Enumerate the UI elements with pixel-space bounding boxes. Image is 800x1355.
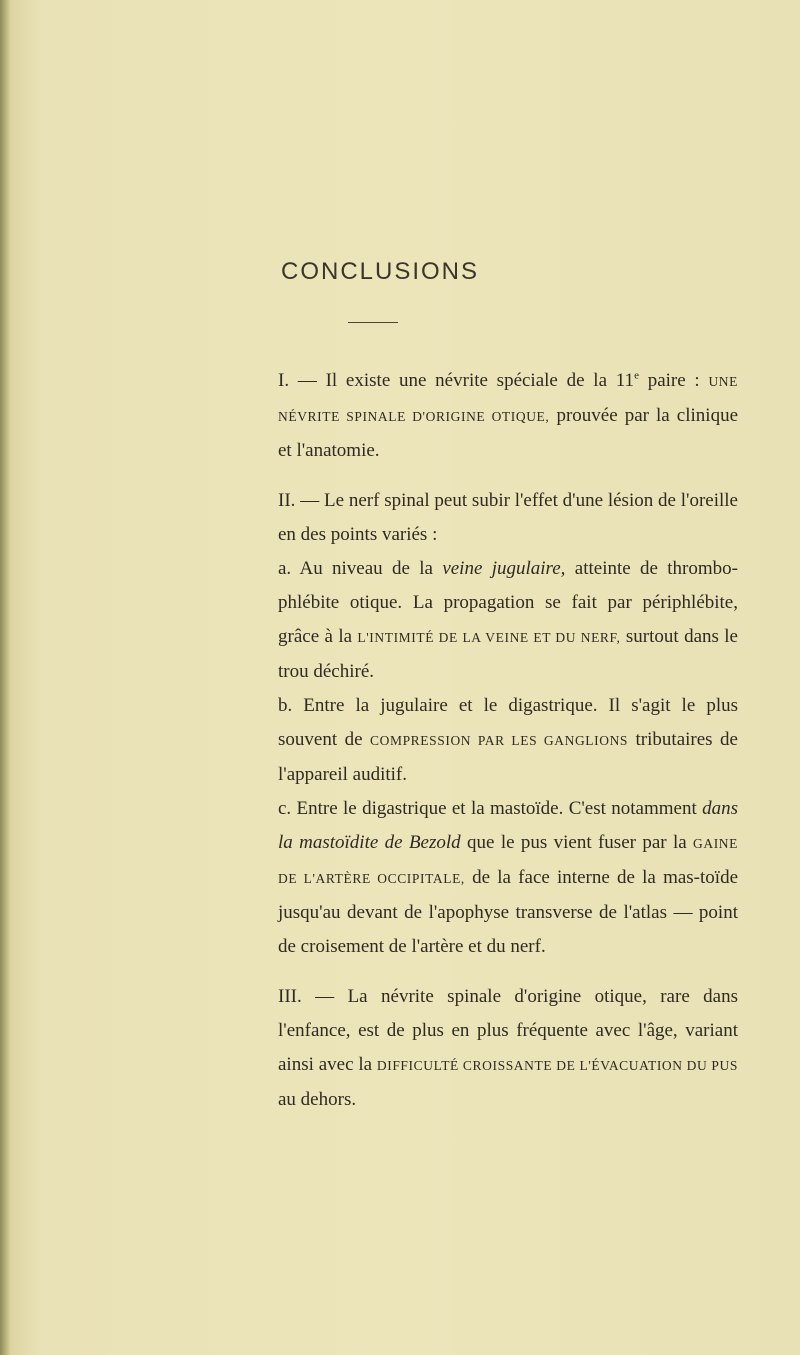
paragraph-II-a: [278, 552, 738, 689]
item-a-smallcaps: L'INTIMITÉ DE LA VEINE ET DU NERF,: [357, 630, 621, 645]
item-c-lead: c. Entre le digastrique et la mastoïde. C'est notamment: [278, 798, 703, 819]
paragraph-I-lead: I. — Il existe une névrite spéciale de la 11: [278, 370, 635, 391]
paragraph-III-smallcaps: DIFFICULTÉ CROISSANTE DE L'ÉVACUATION DU PUS: [376, 1058, 738, 1073]
paragraph-II-b: [278, 689, 738, 792]
item-a-italic: veine jugulaire,: [442, 558, 566, 579]
title-rule: [348, 322, 398, 323]
page-title: CONCLUSIONS: [280, 258, 480, 285]
paragraph-I-smallcaps: UNE NÉVRITE SPINALE D'ORIGINE OTIQUE,: [278, 374, 738, 424]
item-b-lead: b. Entre la jugulaire et le digastrique. Il s'agit le plus souvent de: [278, 695, 738, 750]
paragraph-I-tail: prouvée par la clinique et l'anatomie.: [278, 405, 738, 461]
item-c-tail: de la face interne de la mas-toïde jusqu'au devant de l'apophyse transverse de l'atlas — point de croisement de l'artère et du nerf.: [278, 867, 739, 957]
paragraph-I: [278, 364, 738, 468]
item-c-smallcaps: GAINE DE L'ARTÈRE OCCIPITALE,: [278, 836, 739, 886]
ordinal-superscript: e: [634, 369, 639, 382]
item-a-tail: surtout dans le trou déchiré.: [278, 626, 738, 682]
item-a-lead: a. Au niveau de la: [278, 558, 443, 579]
paragraph-II-intro: II. — Le nerf spinal peut subir l'effet d'une lésion de l'oreille en des points variés :: [278, 490, 738, 545]
item-c-mid: que le pus vient fuser par la: [460, 832, 694, 853]
page-edge: [0, 0, 10, 1355]
paragraph-III-lead: III. — La névrite spinale d'origine otique, rare dans l'enfance, est de plus en plus fréquente avec l'âge, variant ainsi avec la: [278, 986, 738, 1075]
paragraph-III: [278, 980, 738, 1117]
paragraph-I-mid: paire :: [638, 370, 709, 391]
paragraph-III-tail: au dehors.: [278, 1089, 357, 1110]
item-b-tail: tributaires de l'appareil auditif.: [278, 729, 738, 785]
item-b-smallcaps: COMPRESSION PAR LES GANGLIONS: [370, 733, 629, 748]
item-a-mid: atteinte de thrombo-phlébite otique. La propagation se fait par périphlébite, grâce à la: [278, 558, 738, 647]
paragraph-II-c: [278, 792, 738, 964]
item-c-italic: dans la mastoïdite de Bezold: [278, 798, 738, 853]
conclusions-body: [278, 364, 738, 1117]
